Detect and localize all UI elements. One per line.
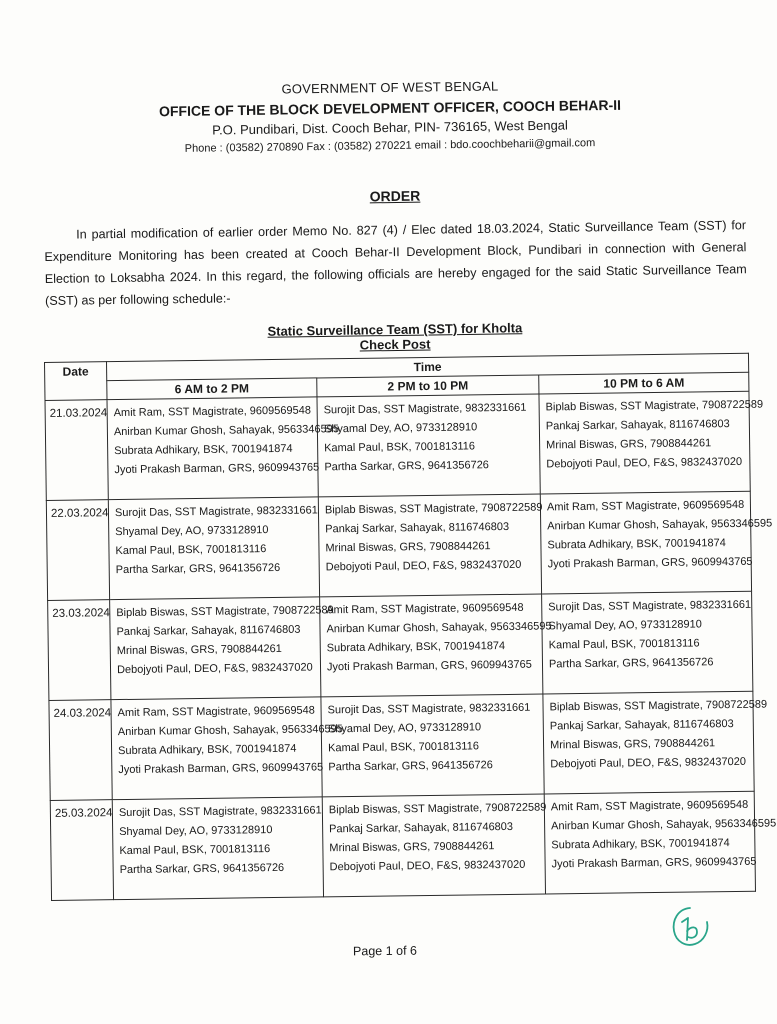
shift-cell-afternoon [317,394,540,497]
official-entry: Subrata Adhikary, BSK, 7001941874 [326,639,506,655]
official-entry: Jyoti Prakash Barman, GRS, 9609943765 [547,555,753,571]
official-entry: Mrinal Biswas, GRS, 7908844261 [546,437,712,452]
official-entry: Anirban Kumar Ghosh, Sahayak, 9563346595 [326,620,552,636]
official-entry: Partha Sarkar, GRS, 9641356726 [548,656,714,671]
shift-cell-night [542,591,753,694]
official-entry: Debojyoti Paul, DEO, F&S, 9832437020 [546,455,743,471]
time-header: Time [107,353,749,380]
official-entry: Partha Sarkar, GRS, 9641356726 [328,759,493,774]
official-entry: Biplab Biswas, SST Magistrate, 7908722589 [324,501,543,517]
official-entry: Debojyoti Paul, DEO, F&S, 9832437020 [550,755,747,771]
official-entry: Subrata Adhikary, BSK, 7001941874 [114,442,293,458]
official-entry: Biplab Biswas, SST Magistrate, 7908722589 [328,801,547,817]
official-entry: Debojyoti Paul, DEO, F&S, 9832437020 [329,858,526,874]
official-entry: Amit Ram, SST Magistrate, 9609569548 [550,798,749,814]
official-entry: Pankaj Sarkar, Sahayak, 8116746803 [329,820,514,836]
table-row [46,491,751,600]
shift-header-night: 10 PM to 6 AM [539,372,749,394]
shift-cell-morning [110,597,334,700]
official-entry: Amit Ram, SST Magistrate, 9609569548 [546,498,745,514]
official-entry: Debojyoti Paul, DEO, F&S, 9832437020 [116,661,313,677]
order-title: ORDER [369,187,421,205]
official-entry: Pankaj Sarkar, Sahayak, 8116746803 [325,520,510,536]
official-entry: Kamal Paul, BSK, 7001813116 [324,440,476,455]
government-heading: GOVERNMENT OF WEST BENGAL [281,78,499,97]
official-entry: Pankaj Sarkar, Sahayak, 8116746803 [545,418,730,433]
official-entry: Anirban Kumar Ghosh, Sahayak, 9563346595 [113,423,340,439]
shift-cell-morning [112,797,323,900]
official-entry: Subrata Adhikary, BSK, 7001941874 [547,537,726,552]
official-entry: Surojit Das, SST Magistrate, 9832331661 [118,804,322,820]
official-entry: Pankaj Sarkar, Sahayak, 8116746803 [116,623,301,639]
official-entry: Shyamal Dey, AO, 9733128910 [119,824,273,839]
date-cell: 24.03.2024 [49,700,112,801]
official-entry: Mrinal Biswas, GRS, 7908844261 [329,840,495,855]
official-entry: Shyamal Dey, AO, 9733128910 [548,618,702,633]
shift-cell-afternoon [321,694,544,797]
shift-cell-afternoon [320,594,552,697]
official-entry: Jyoti Prakash Barman, GRS, 9609943765 [118,761,324,777]
official-entry: Anirban Kumar Ghosh, Sahayak, 9563346595 [551,817,777,833]
table-row [45,391,750,500]
handwritten-initials-icon [668,904,712,950]
shift-cell-night [540,491,773,594]
shift-header-afternoon: 2 PM to 10 PM [317,375,539,397]
official-entry: Subrata Adhikary, BSK, 7001941874 [551,837,730,852]
date-cell: 25.03.2024 [50,800,113,901]
table-row [50,791,755,900]
shift-cell-night [543,691,768,794]
shift-cell-morning [108,497,319,600]
schedule-table-body [45,391,777,900]
official-entry: Subrata Adhikary, BSK, 7001941874 [118,742,297,758]
official-entry: Biplab Biswas, SST Magistrate, 7908722589 [545,398,764,414]
official-entry: Shyamal Dey, AO, 9733128910 [115,524,269,539]
table-title: Static Surveillance Team (SST) for Kholta Check Post [267,320,523,353]
shift-cell-afternoon [318,494,541,597]
date-cell: 22.03.2024 [46,500,109,601]
official-entry: Partha Sarkar, GRS, 9641356726 [115,561,281,577]
office-heading: OFFICE OF THE BLOCK DEVELOPMENT OFFICER, COOCH BEHAR-II [158,96,622,120]
official-entry: Mrinal Biswas, GRS, 7908844261 [116,642,282,658]
official-entry: Partha Sarkar, GRS, 9641356726 [324,459,489,474]
official-entry: Kamal Paul, BSK, 7001813116 [115,543,267,558]
shift-cell-night [544,791,777,894]
official-entry: Kamal Paul, BSK, 7001813116 [119,843,271,858]
shift-cell-afternoon [322,794,545,897]
official-entry: Anirban Kumar Ghosh, Sahayak, 9563346595 [547,517,773,533]
official-entry: Mrinal Biswas, GRS, 7908844261 [549,737,716,752]
official-entry: Surojit Das, SST Magistrate, 9832331661 [548,598,752,614]
official-entry: Pankaj Sarkar, Sahayak, 8116746803 [549,718,734,733]
shift-cell-morning [107,397,340,500]
official-entry: Jyoti Prakash Barman, GRS, 9609943765 [114,461,320,477]
date-cell: 21.03.2024 [45,400,108,501]
official-entry: Partha Sarkar, GRS, 9641356726 [119,861,285,877]
official-entry: Shyamal Dey, AO, 9733128910 [323,421,478,436]
table-row [48,591,753,700]
official-entry: Debojyoti Paul, DEO, F&S, 9832437020 [325,558,522,574]
date-cell: 23.03.2024 [48,600,111,701]
official-entry: Jyoti Prakash Barman, GRS, 9609943765 [326,658,532,674]
official-entry: Kamal Paul, BSK, 7001813116 [328,740,480,755]
official-entry: Mrinal Biswas, GRS, 7908844261 [325,540,491,555]
address-line: P.O. Pundibari, Dist. Cooch Behar, PIN- 736165, West Bengal [212,117,568,138]
official-entry: Surojit Das, SST Magistrate, 9832331661 [323,401,527,417]
schedule-table-wrapper [44,353,777,901]
official-entry: Surojit Das, SST Magistrate, 9832331661 [327,701,531,717]
official-entry: Surojit Das, SST Magistrate, 9832331661 [114,504,318,520]
official-entry: Amit Ram, SST Magistrate, 9609569548 [117,704,315,720]
official-entry: Amit Ram, SST Magistrate, 9609569548 [326,601,524,617]
official-entry: Amit Ram, SST Magistrate, 9609569548 [113,404,312,420]
official-entry: Biplab Biswas, SST Magistrate, 7908722589 [116,604,334,620]
date-header: Date [45,362,107,401]
shift-header-morning: 6 AM to 2 PM [107,378,317,400]
contact-line: Phone : (03582) 270890 Fax : (03582) 270221 email : bdo.coochbeharii@gmail.com [184,137,596,155]
shift-cell-morning [111,697,343,800]
official-entry: Shyamal Dey, AO, 9733128910 [327,721,482,736]
table-row [49,691,754,800]
official-entry: Anirban Kumar Ghosh, Sahayak, 9563346595 [117,723,343,739]
official-entry: Kamal Paul, BSK, 7001813116 [548,637,700,652]
page-number: Page 1 of 6 [352,943,418,959]
official-entry: Biplab Biswas, SST Magistrate, 7908722589 [549,698,768,714]
order-paragraph: In partial modification of earlier order Memo No. 827 (4) / Elec dated 18.03.2024, Static Surveillance Team (SST) for Expenditure Monitoring has been created at Cooch Behar-II Development Block, Pundibari in connection with General Election to Loksabha 2024. In this regard, the following officials are hereby engaged for the said Static Surveillance Team (SST) as per following schedule:- [44,218,747,308]
schedule-table [44,353,777,901]
shift-cell-night [539,391,764,494]
official-entry: Jyoti Prakash Barman, GRS, 9609943765 [551,855,757,871]
